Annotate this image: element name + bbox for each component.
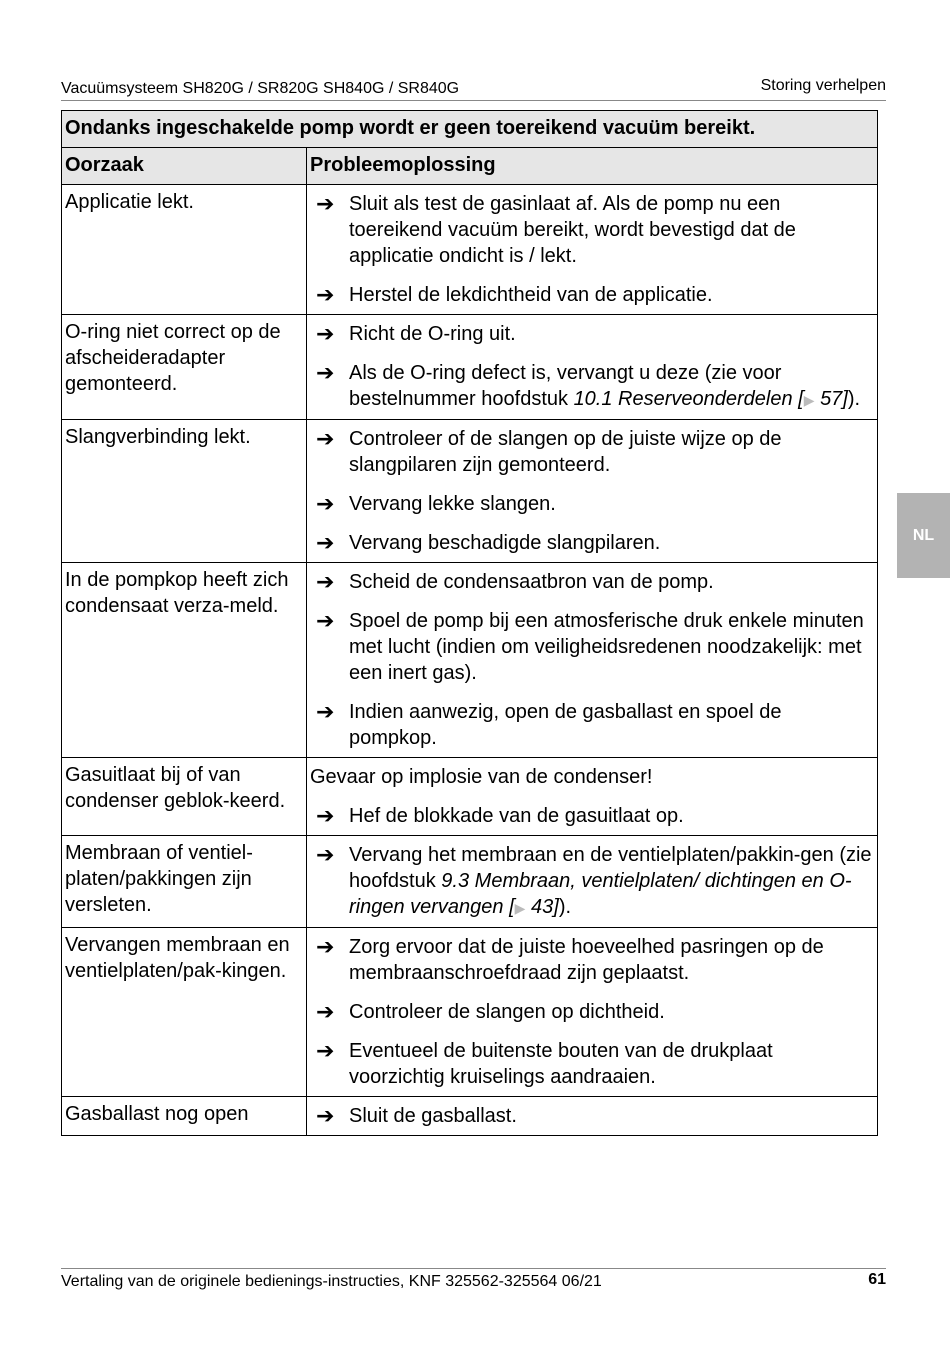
table-row [62, 185, 878, 315]
table-row [62, 315, 878, 420]
page-footer [61, 1268, 886, 1295]
solution-step: ➔ Vervang het membraan en de ventielplaten/pakkin-gen (zie hoofdstuk 9.3 Membraan, ventielplaten/ dichtingen en O-ringen vervangen [▶ 43]). [316, 842, 872, 918]
cause-cell: Gasballast nog open [62, 1097, 307, 1136]
solution-cell [307, 758, 878, 836]
table-row [62, 758, 878, 836]
table-row [62, 836, 878, 928]
triangle-right-icon: ▶ [803, 392, 815, 408]
solution-step: ➔ Vervang beschadigde slangpilaren. [316, 530, 661, 555]
cause-cell: Vervangen membraan en ventielplaten/pak-kingen. [62, 928, 307, 1097]
solution-step: ➔ Scheid de condensaatbron van de pomp. [316, 569, 714, 594]
solution-cell [307, 315, 878, 420]
solution-step: ➔ Spoel de pomp bij een atmosferische druk enkele minuten met lucht (indien om veiligheidsredenen noodzakelijk: met een inert gas). [316, 608, 864, 684]
table-row [62, 420, 878, 563]
chapter-reference-link[interactable]: 10.1 Reserveonderdelen [▶ 57] [573, 388, 848, 410]
right-arrow-icon: ➔ [316, 426, 335, 451]
right-arrow-icon: ➔ [316, 321, 335, 346]
cause-cell: O-ring niet correct op de afscheideradapter gemonteerd. [62, 315, 307, 420]
solution-step: ➔ Sluit de gasballast. [316, 1103, 517, 1128]
right-arrow-icon: ➔ [316, 360, 335, 385]
right-arrow-icon: ➔ [316, 842, 335, 867]
column-header-solution: Probleemoplossing [307, 148, 878, 185]
warning-note: Gevaar op implosie van de condenser! [310, 766, 653, 788]
table-title-row [62, 111, 878, 148]
right-arrow-icon: ➔ [316, 1103, 335, 1128]
solution-cell [307, 1097, 878, 1136]
solution-step: ➔ Hef de blokkade van de gasuitlaat op. [316, 803, 684, 828]
right-arrow-icon: ➔ [316, 569, 335, 594]
cause-cell: Gasuitlaat bij of van condenser geblok-keerd. [62, 758, 307, 836]
right-arrow-icon: ➔ [316, 934, 335, 959]
right-arrow-icon: ➔ [316, 803, 335, 828]
right-arrow-icon: ➔ [316, 699, 335, 724]
column-header-cause: Oorzaak [62, 148, 307, 185]
solution-step: ➔ Richt de O-ring uit. [316, 321, 516, 346]
right-arrow-icon: ➔ [316, 191, 335, 216]
right-arrow-icon: ➔ [316, 999, 335, 1024]
solution-step: ➔ Eventueel de buitenste bouten van de drukplaat voorzichtig kruiselings aandraaien. [316, 1038, 773, 1088]
page-number: 61 [868, 1271, 886, 1288]
chapter-reference-link[interactable]: 9.3 Membraan, ventielplaten/ dichtingen en O-ringen vervangen [▶ 43] [349, 870, 852, 918]
cause-cell: Membraan of ventiel-platen/pakkingen zijn versleten. [62, 836, 307, 928]
solution-step: ➔ Herstel de lekdichtheid van de applicatie. [316, 282, 713, 307]
table-title: Ondanks ingeschakelde pomp wordt er geen toereikend vacuüm bereikt. [62, 111, 878, 148]
language-tab-nl: NL [897, 493, 950, 578]
cause-cell: Applicatie lekt. [62, 185, 307, 315]
solution-step: ➔ Indien aanwezig, open de gasballast en spoel de pompkop. [316, 699, 782, 749]
solution-cell [307, 928, 878, 1097]
solution-cell [307, 563, 878, 758]
right-arrow-icon: ➔ [316, 1038, 335, 1063]
right-arrow-icon: ➔ [316, 282, 335, 307]
right-arrow-icon: ➔ [316, 530, 335, 555]
solution-cell [307, 836, 878, 928]
table-row [62, 563, 878, 758]
troubleshooting-table [61, 110, 878, 1136]
right-arrow-icon: ➔ [316, 491, 335, 516]
page-header [61, 76, 886, 101]
right-arrow-icon: ➔ [316, 608, 335, 633]
solution-cell [307, 185, 878, 315]
solution-step: ➔ Vervang lekke slangen. [316, 491, 556, 516]
cause-cell: In de pompkop heeft zich condensaat verza-meld. [62, 563, 307, 758]
table-row [62, 1097, 878, 1136]
solution-cell [307, 420, 878, 563]
header-section-title: Storing verhelpen [760, 77, 886, 94]
footer-document-info: Vertaling van de originele bedienings-instructies, KNF 325562-325564 06/21 [61, 1273, 602, 1290]
cause-cell: Slangverbinding lekt. [62, 420, 307, 563]
triangle-right-icon: ▶ [514, 900, 526, 916]
solution-step: ➔ Zorg ervoor dat de juiste hoeveelhed pasringen op de membraanschroefdraad zijn geplaatst. [316, 934, 824, 984]
table-header-row [62, 148, 878, 185]
solution-step: ➔ Controleer of de slangen op de juiste wijze op de slangpilaren zijn gemonteerd. [316, 426, 782, 476]
solution-step: ➔ Controleer de slangen op dichtheid. [316, 999, 665, 1024]
solution-step: ➔ Als de O-ring defect is, vervangt u deze (zie voor bestelnummer hoofdstuk 10.1 Reserveonderdelen [▶ 57]). [316, 360, 861, 410]
solution-step: ➔ Sluit als test de gasinlaat af. Als de pomp nu een toereikend vacuüm bereikt, wordt bevestigd dat de applicatie ondicht is / lekt. [316, 191, 796, 267]
header-document-title: Vacuümsysteem SH820G / SR820G SH840G / SR840G [61, 80, 460, 97]
table-row [62, 928, 878, 1097]
